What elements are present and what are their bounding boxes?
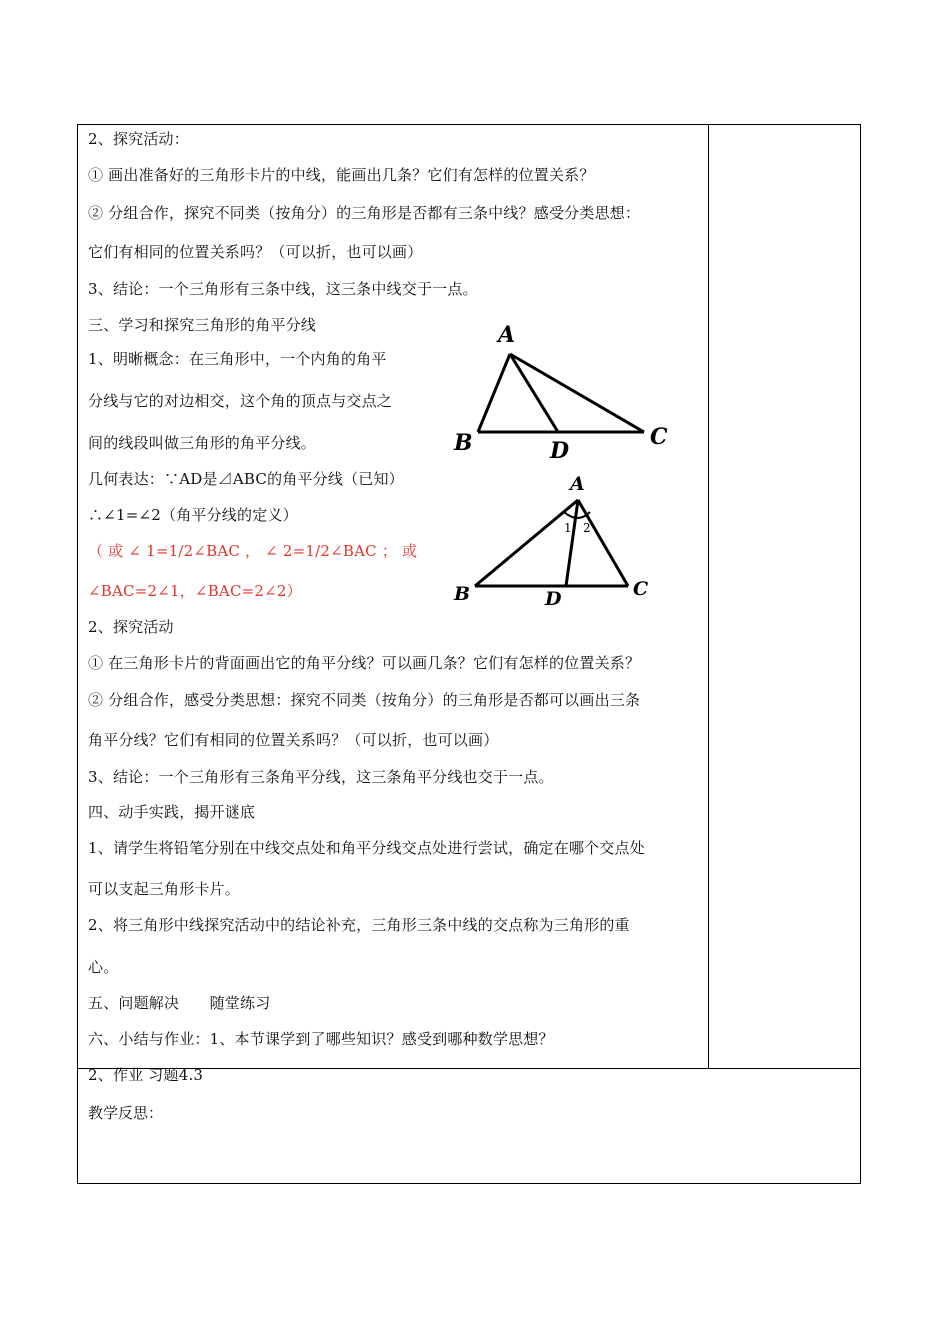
section-2-title: 2、探究活动：: [88, 130, 189, 148]
label-d: D: [550, 438, 570, 464]
label-b: B: [454, 583, 471, 605]
bisector-activity-2b: 角平分线？它们有相同的位置关系吗？（可以折，也可以画）: [88, 731, 499, 749]
angle-label-2: 2: [583, 521, 591, 535]
side-ac: [510, 354, 644, 432]
activity-item-1: ① 画出准备好的三角形卡片的中线，能画出几条？它们有怎样的位置关系？: [88, 166, 595, 184]
label-a: A: [498, 322, 516, 348]
alternative-expression-1: （ 或 ∠ 1=1/2∠BAC ， ∠ 2=1/2∠BAC ； 或: [88, 542, 418, 560]
median-triangle-figure: [440, 318, 690, 468]
practice-item-2a: 2、将三角形中线探究活动中的结论补充，三角形三条中线的交点称为三角形的重: [88, 916, 630, 934]
practice-item-1b: 可以支起三角形卡片。: [88, 880, 241, 898]
geometric-expression: 几何表达：∵AD是⊿ABC的角平分线（已知）: [88, 470, 404, 488]
label-b: B: [454, 430, 473, 456]
bisector-triangle-figure: [440, 472, 690, 612]
segment-ad: [510, 354, 558, 432]
part-4-title: 四、动手实践，揭开谜底: [88, 803, 256, 821]
homework-line: 2、作业 习题4.3: [88, 1066, 204, 1084]
concept-line-2: 分线与它的对边相交，这个角的顶点与交点之: [88, 392, 393, 410]
teaching-reflection-label: 教学反思：: [88, 1104, 164, 1122]
side-ab: [475, 500, 578, 586]
bisector-activity-2a: ② 分组合作，感受分类思想：探究不同类（按角分）的三角形是否都可以画出三条: [88, 691, 641, 709]
activity-2-title: 2、探究活动: [88, 618, 174, 636]
activity-item-2b: 它们有相同的位置关系吗？（可以折，也可以画）: [88, 243, 423, 261]
part-6-title: 六、小结与作业：1、本节课学到了哪些知识？感受到哪种数学思想？: [88, 1030, 554, 1048]
concept-line-1: 1、明晰概念：在三角形中，一个内角的角平: [88, 350, 387, 368]
side-ab: [478, 354, 510, 432]
part-5-title: 五、问题解决 随堂练习: [88, 994, 271, 1012]
practice-item-1a: 1、请学生将铅笔分别在中线交点处和角平分线交点处进行尝试，确定在哪个交点处: [88, 839, 645, 857]
bisector-activity-1: ① 在三角形卡片的背面画出它的角平分线？可以画几条？它们有怎样的位置关系？: [88, 654, 641, 672]
side-ac: [578, 500, 628, 586]
activity-item-2a: ② 分组合作，探究不同类（按角分）的三角形是否都有三条中线？感受分类思想：: [88, 204, 641, 222]
angle-label-1: 1: [564, 521, 572, 535]
bisector-conclusion: 3、结论：一个三角形有三条角平分线，这三条角平分线也交于一点。: [88, 768, 554, 786]
alternative-expression-2: ∠BAC=2∠1，∠BAC=2∠2）: [88, 582, 302, 600]
label-c: C: [650, 424, 668, 450]
part-3-title: 三、学习和探究三角形的角平分线: [88, 316, 317, 334]
practice-item-2b: 心。: [88, 958, 119, 976]
median-conclusion: 3、结论：一个三角形有三条中线，这三条中线交于一点。: [88, 280, 478, 298]
label-a: A: [570, 473, 585, 495]
segment-ad: [566, 500, 578, 586]
therefore-statement: ∴∠1=∠2（角平分线的定义）: [88, 506, 298, 524]
label-d: D: [545, 588, 562, 610]
column-divider: [708, 124, 709, 1068]
label-c: C: [633, 578, 649, 600]
concept-line-3: 间的线段叫做三角形的角平分线。: [88, 434, 317, 452]
